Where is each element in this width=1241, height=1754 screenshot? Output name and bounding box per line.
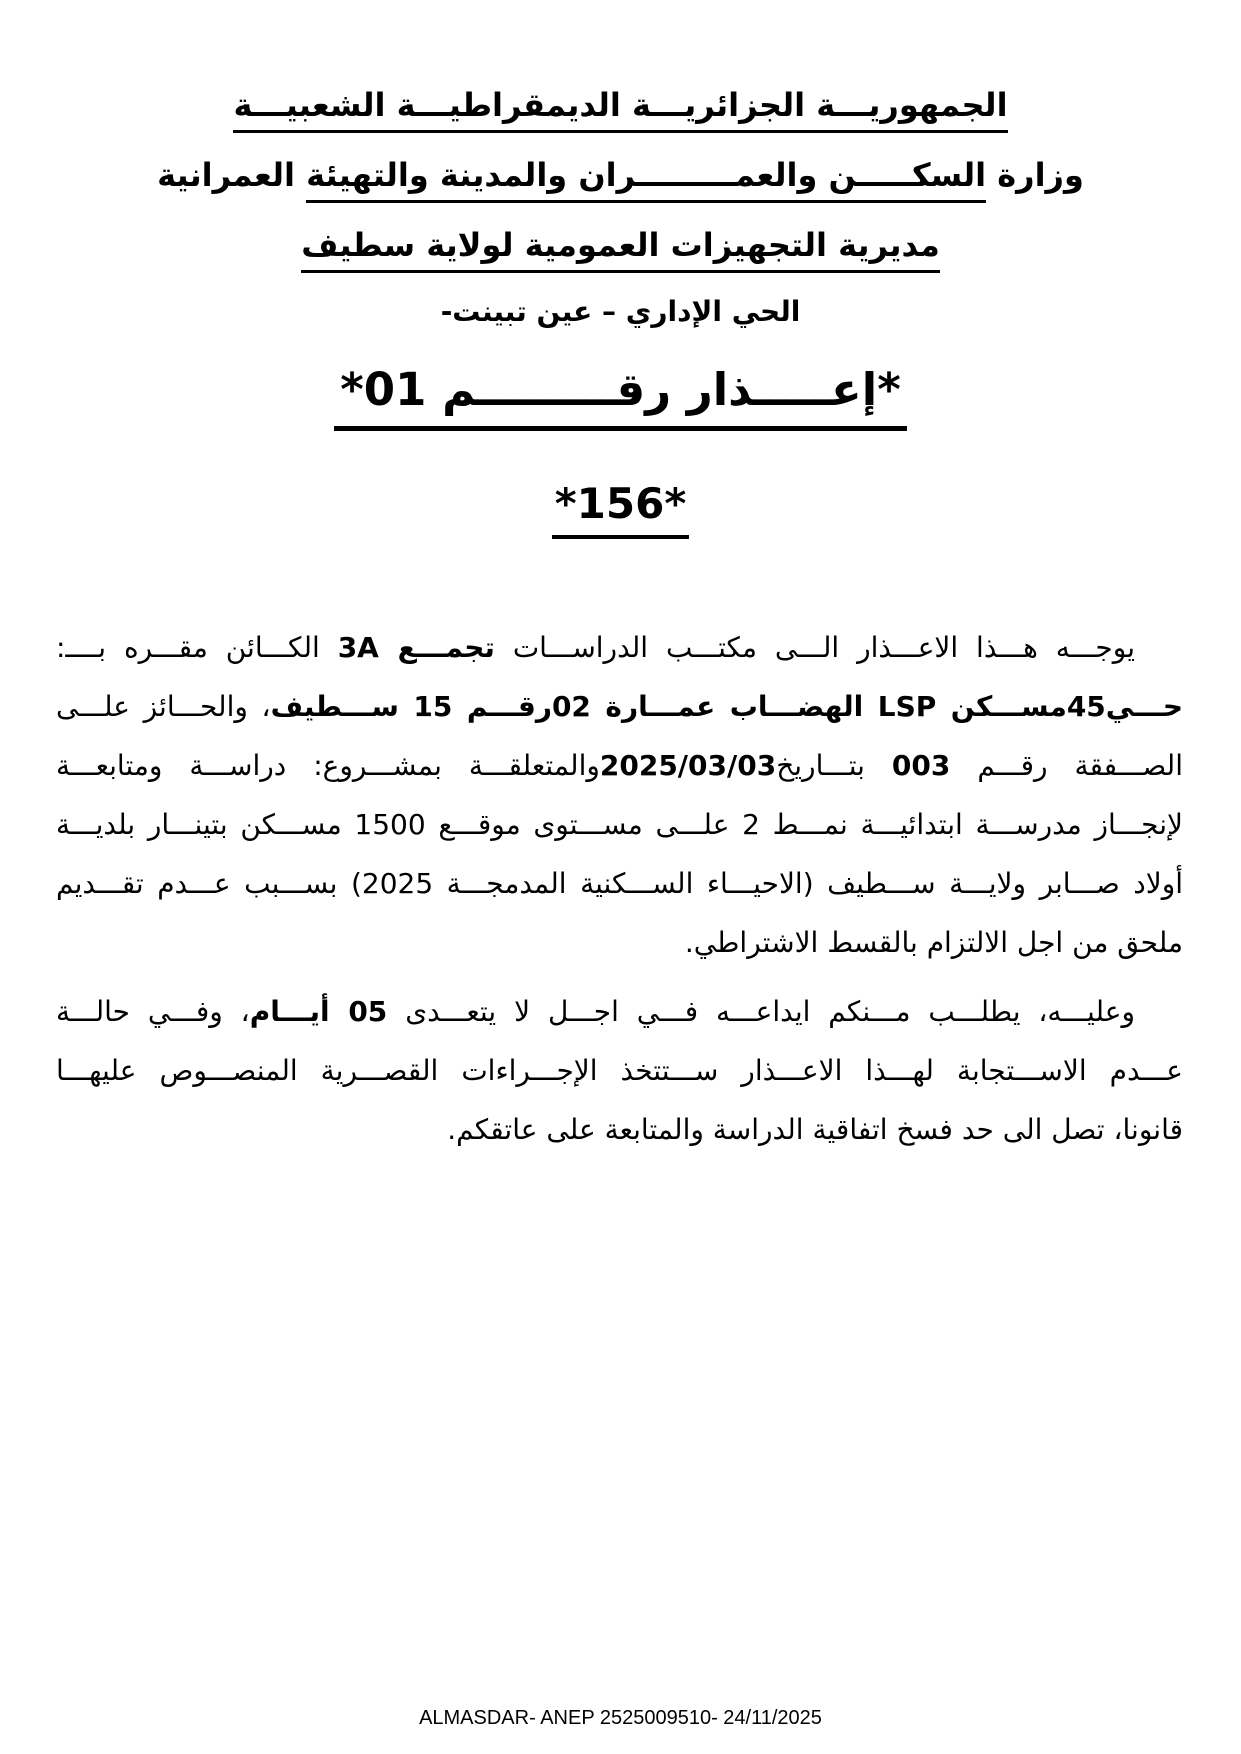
- notice-ref-number-text: *156*: [552, 479, 690, 539]
- text-run: أولاد صـــابر ولايـــة ســـطيف (الاحيـــاء الســـكنية المدمجـــة 2025) بســـبب عـــدم تقـــديم: [56, 867, 1183, 900]
- ministry-line-suffix: العمرانية: [157, 156, 307, 194]
- notice-title: [0, 356, 1241, 424]
- text-run: لإنجـــاز مدرســـة ابتدائيـــة نمـــط 2 علـــى مســـتوى موقـــع 1500 مســـكن بتينـــار بلديـــة: [56, 808, 1183, 841]
- p1-line-3: [56, 736, 1183, 795]
- directorate-line-text: مديرية التجهيزات العمومية لولاية سطيف: [301, 226, 940, 273]
- text-run: بتـــاريخ: [776, 749, 892, 782]
- text-run: ملحق من اجل الالتزام بالقسط الاشتراطي.: [684, 926, 1183, 959]
- ministry-line: [0, 140, 1241, 210]
- republic-line-text: الجمهوريـــة الجزائريـــة الديمقراطيـــة الشعبيـــة: [233, 86, 1007, 133]
- p2-line-1: [56, 982, 1183, 1041]
- p2-line-3: [56, 1100, 1183, 1159]
- notice-ref-number: [0, 474, 1241, 534]
- ministry-line-underlined: السكـــــن والعمـــــــــران والمدينة والتهيئة: [306, 156, 986, 203]
- bold-run: 003: [891, 749, 951, 782]
- p1-line-4: [56, 795, 1183, 854]
- document-header: [0, 0, 1241, 344]
- text-run: يوجـــه هـــذا الاعـــذار الـــى مكتـــب الدراســـات: [494, 631, 1135, 664]
- p2-line-2: [56, 1041, 1183, 1100]
- notice-title-text: *إعـــــذار رقـــــــــم 01*: [334, 363, 907, 431]
- bold-run: 05 أيـــام: [249, 995, 388, 1028]
- footer-anep-line: [0, 1707, 1241, 1730]
- text-run: الكـــائن مقـــره بــــ:: [56, 631, 338, 664]
- directorate-line: [0, 210, 1241, 280]
- text-run: عـــدم الاســـتجابة لهـــذا الاعـــذار ســـتتخذ الإجـــراءات القصـــرية المنصـــوص عليهـــا: [56, 1054, 1183, 1087]
- text-run: ، وفـــي حالـــة: [56, 995, 250, 1028]
- body-paragraph-2: [56, 982, 1183, 1159]
- bold-run: حـــي45مســـكن LSP الهضـــاب عمـــارة 02رقـــم 15 ســـطيف: [270, 690, 1183, 723]
- text-run: والمتعلقـــة بمشـــروع: دراســـة ومتابعـــة: [56, 749, 600, 782]
- p1-line-5: [56, 854, 1183, 913]
- bold-run: 2025/03/03: [599, 749, 777, 782]
- p1-line-2: [56, 677, 1183, 736]
- body-paragraph-1: [56, 618, 1183, 972]
- republic-line: [0, 70, 1241, 140]
- p1-line-6: [56, 913, 1183, 972]
- text-run: وعليـــه، يطلـــب مـــنكم ايداعـــه فـــي اجـــل لا يتعـــدى: [387, 995, 1136, 1028]
- footer-anep-text: ALMASDAR- ANEP 2525009510- 24/11/2025: [419, 1707, 822, 1729]
- district-line: [0, 280, 1241, 344]
- district-line-text: الحي الإداري – عين تبينت-: [440, 295, 801, 328]
- text-run: ، والحـــائز علـــى: [56, 690, 271, 723]
- document-body: [56, 618, 1183, 1159]
- text-run: قانونا، تصل الى حد فسخ اتفاقية الدراسة والمتابعة على عاتقكم.: [447, 1113, 1183, 1146]
- ministry-line-prefix: وزارة: [986, 156, 1084, 194]
- p1-line-1: [56, 618, 1183, 677]
- bold-run: تجمـــع 3A: [337, 631, 495, 664]
- text-run: الصـــفقة رقـــم: [950, 749, 1183, 782]
